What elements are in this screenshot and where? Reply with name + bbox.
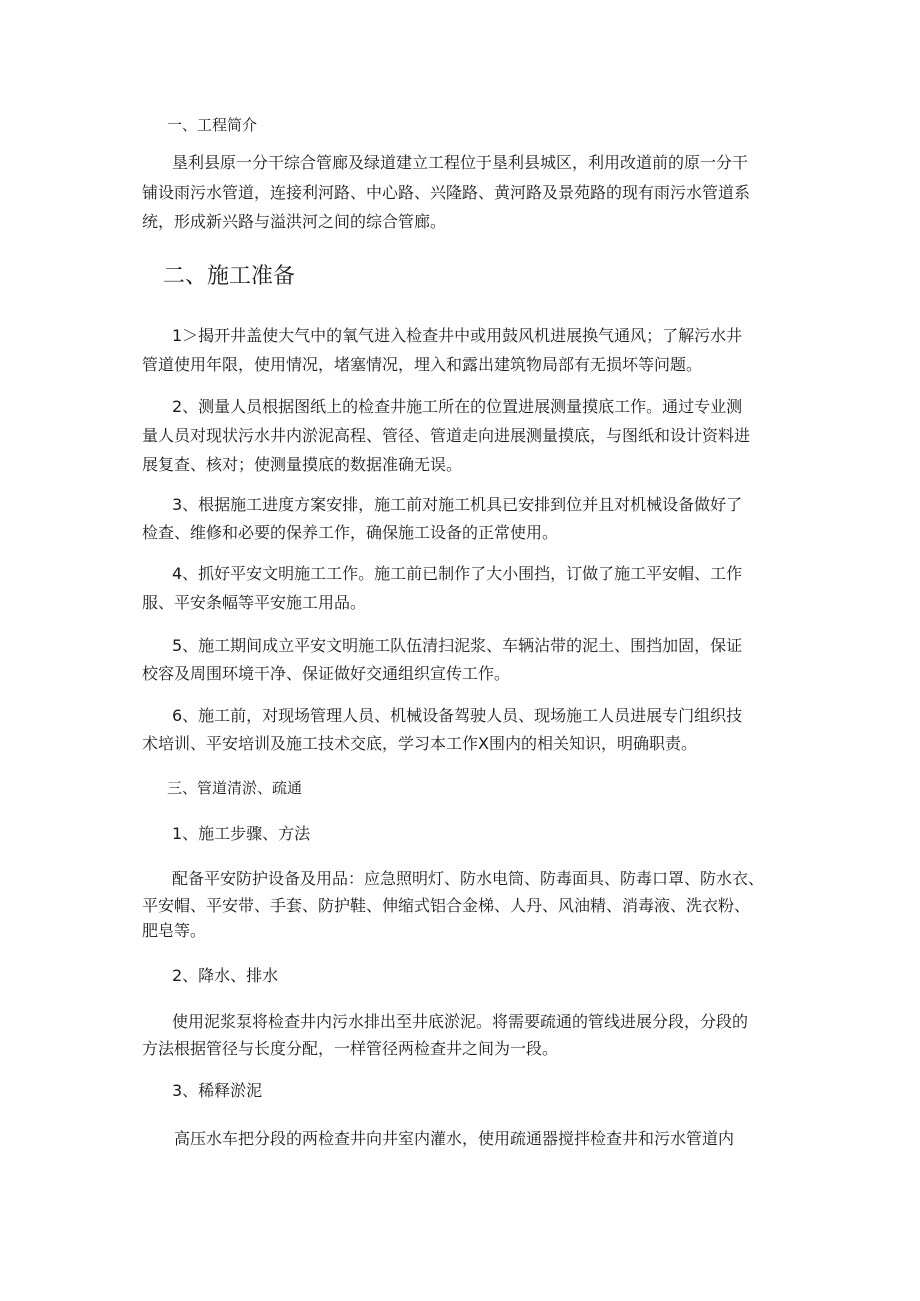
paragraph-line: 配备平安防护设备及用品：应急照明灯、防水电筒、防毒面具、防毒口罩、防水衣、 <box>172 869 765 888</box>
paragraph-line: 高压水车把分段的两检查井向井室内灌水，使用疏通器搅拌检查井和污水管道内 <box>174 1129 735 1148</box>
subsection-heading-steps: 1、施工步骤、方法 <box>172 824 311 843</box>
paragraph-line: 6、施工前，对现场管理人员、机械设备驾驶人员、现场施工人员进展专门组织技 <box>172 706 743 725</box>
paragraph-line: 术培训、平安培训及施工技术交底，学习本工作X围内的相关知识，明确职责。 <box>142 734 697 753</box>
subsection-heading-dewatering: 2、降水、排水 <box>172 966 279 985</box>
paragraph-line: 使用泥浆泵将检查井内污水排出至井底淤泥。将需要疏通的管线进展分段，分段的 <box>172 1012 749 1031</box>
paragraph-line: 方法根据管径与长度分配，一样管径两检查井之间为一段。 <box>142 1039 559 1058</box>
paragraph-line: 肥皂等。 <box>142 921 207 940</box>
paragraph-line: 展复查、核对；使测量摸底的数据准确无误。 <box>142 455 463 474</box>
paragraph-line: 3、根据施工进度方案安排，施工前对施工机具已安排到位并且对机械设备做好了 <box>172 495 743 514</box>
paragraph-line: 校容及周围环境干净、保证做好交通组织宣传工作。 <box>142 664 511 683</box>
paragraph-line: 4、抓好平安文明施工工作。施工前已制作了大小围挡，订做了施工平安帽、工作 <box>172 564 743 583</box>
paragraph-line: 1＞揭开井盖使大气中的氧气进入检查井中或用鼓风机进展换气通风；了解污水井 <box>172 326 743 345</box>
section-heading-project-intro: 一、工程简介 <box>167 116 258 134</box>
paragraph-line: 铺设雨污水管道，连接利河路、中心路、兴隆路、黄河路及景苑路的现有雨污水管道系 <box>142 183 751 202</box>
section-heading-pipe-dredging: 三、管道清淤、疏通 <box>167 779 303 797</box>
paragraph-line: 管道使用年限，使用情况，堵塞情况，埋入和露出建筑物局部有无损坏等问题。 <box>142 355 703 374</box>
subsection-heading-dilute-sludge: 3、稀释淤泥 <box>172 1081 263 1100</box>
paragraph-line: 量人员对现状污水井内淤泥高程、管径、管道走向进展测量摸底，与图纸和设计资料进 <box>142 426 751 445</box>
paragraph-line: 统，形成新兴路与溢洪河之间的综合管廊。 <box>142 212 447 231</box>
paragraph-line: 5、施工期间成立平安文明施工队伍清扫泥浆、车辆沾带的泥土、围挡加固，保证 <box>172 636 743 655</box>
paragraph-line: 2、测量人员根据图纸上的检查井施工所在的位置进展测量摸底工作。通过专业测 <box>172 397 743 416</box>
paragraph-line: 检查、维修和必要的保养工作，确保施工设备的正常使用。 <box>142 523 559 542</box>
paragraph-line: 服、平安条幅等平安施工用品。 <box>142 593 367 612</box>
section-heading-construction-prep: 二、施工准备 <box>163 264 296 289</box>
paragraph-line: 平安帽、平安带、手套、防护鞋、伸缩式铝合金梯、人丹、风油精、消毒液、洗衣粉、 <box>142 896 751 915</box>
paragraph-line: 垦利县原一分干综合管廊及绿道建立工程位于垦利县城区，利用改道前的原一分干 <box>172 153 749 172</box>
